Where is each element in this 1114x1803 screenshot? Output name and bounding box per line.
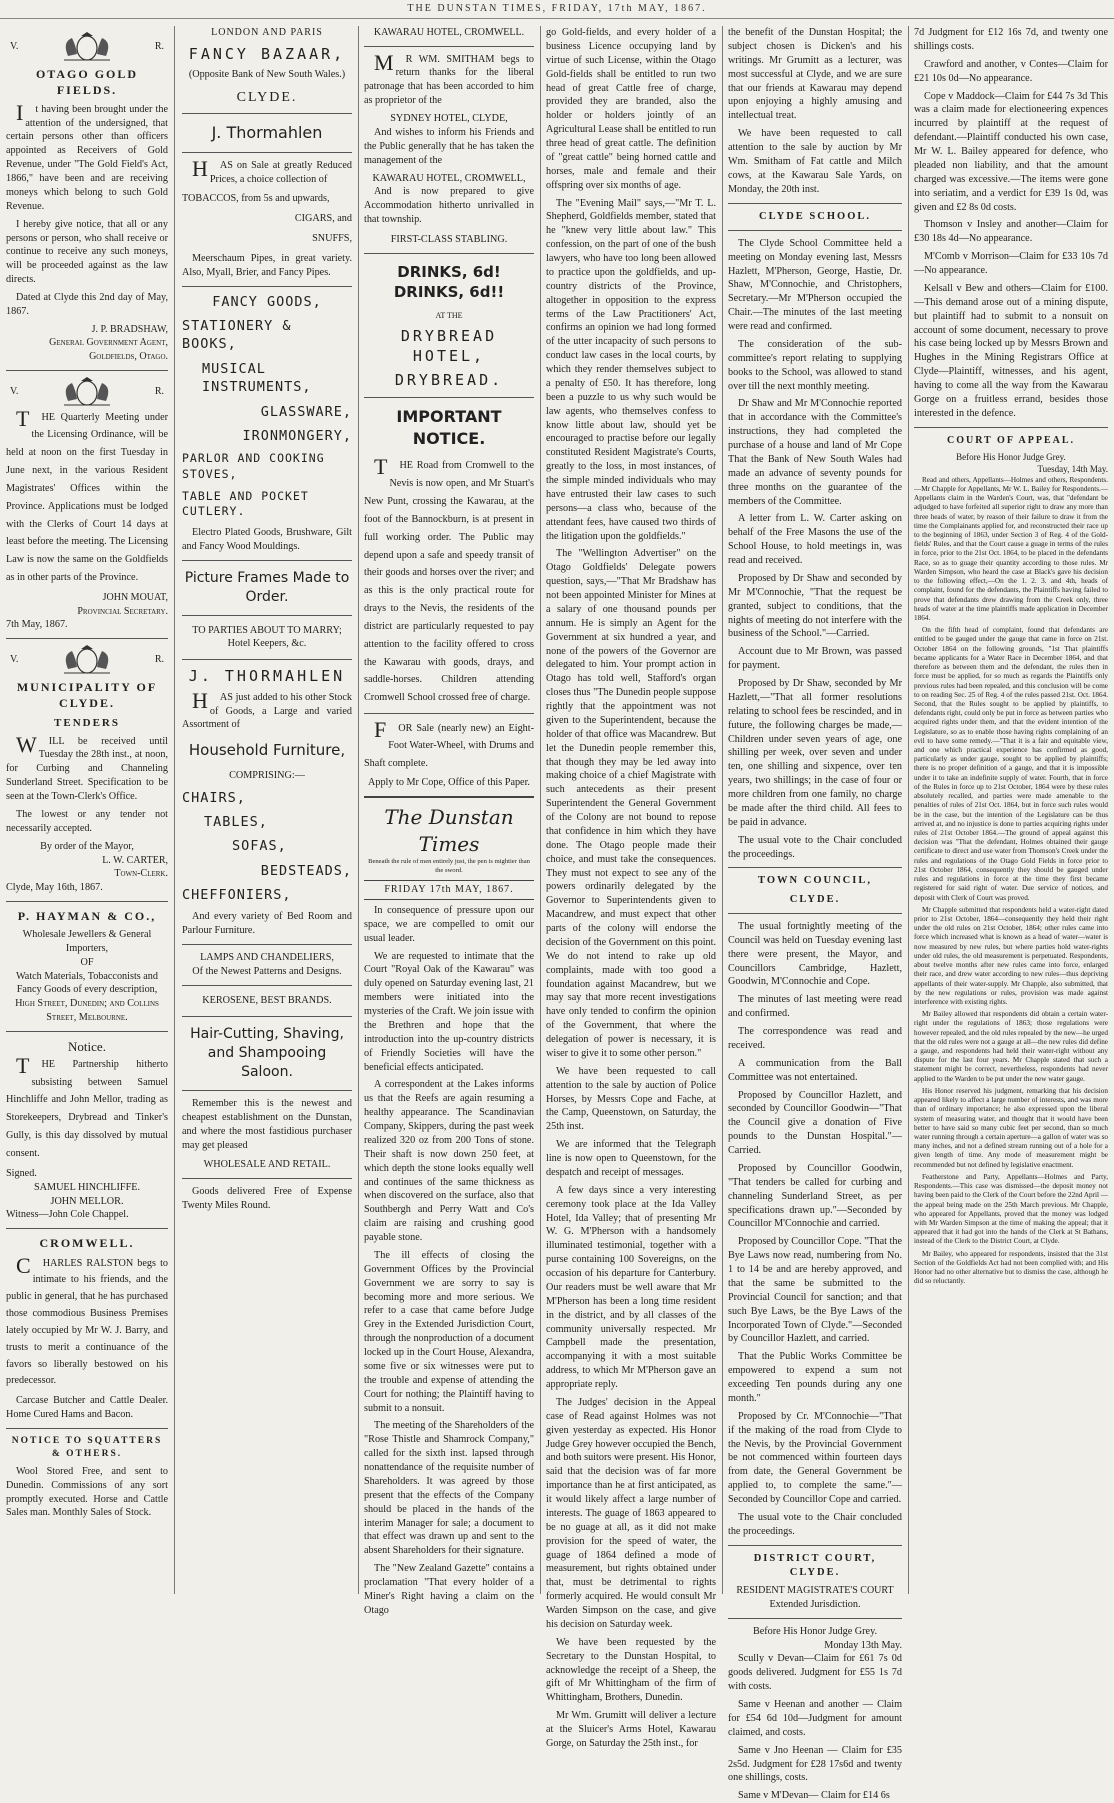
furniture-item: TABLES, — [204, 813, 268, 830]
hayman-line: OF — [80, 956, 94, 968]
tobacco-item: TOBACCOS, from 5s and upwards, — [182, 193, 330, 205]
smitham-body: MR WM. SMITHAM begs to return thanks for the liberal patronage that has been accorded to him as proprietor of the — [364, 49, 534, 107]
appeal-paragraph: Read and others, Appellants—Holmes and others, Respondents.—Mr Chapple for Appellants, Mr W. L. Bailey for Respondents.—Appellants claim in the Warden's Court, was, that "defendant be adjudged to have forfeited all superior right to draw any more than three heads of water, by reason of their failure to draw it from the time the Complainants applied for, and reconstructed their race up to the beginning of 1863, under Section 3 of Reg. 4 of the Gold-fields' Rules, and that the Court cause a guage in terms of the rules in force, prior to the 21st Oct. 1864, to be placed in the defendants Race, so as to guage their quantity according to those rules. Mr Warden Simpson, who heard the case at Black's gave his decision to the following effect,—On the 1. 2. 3. and 4th, heads of complaint, found for the defendants, the Plaintiffs having failed to prove that defendants drew drawing from the Creek only, three heads of water at the time plaintiffs made application in December 1864. — [914, 475, 1108, 622]
kawarau-hotel: KAWARAU HOTEL, CROMWELL, — [372, 172, 526, 184]
lamps-sub: Of the Newest Patterns and Designs. — [192, 966, 342, 978]
court-case: Same v Jno Heenan — Claim for £35 2s5d. Judgment for £28 17s6d and twenty one shillings, costs. — [728, 1744, 902, 1784]
furniture-heading: Household Furniture, — [188, 741, 346, 760]
royal-crest-header — [10, 377, 164, 407]
crest-letter-r: R. — [154, 41, 164, 53]
court-date: Monday 13th May. — [824, 1639, 902, 1651]
appeal-paragraph: Mr Bailey allowed that respondents did obtain a certain water-right under the regulations of 1863; those regulations were however repealed, and the old rules repealed by the new—he urged that the old rules were not a gauge at all—the new rules did define a gauge, and respondents had held their water-right without any dispute for the last four years. Mr Chapple stated that such a statement might be correct, nevertheless, respondents had never applied to the Warden to be put under the new water gauge. — [914, 1010, 1108, 1083]
appeal-paragraph: Featherstone and Party, Appellants—Holmes and Party, Respondents.—This case was dismissed—the deposit money not having been paid to the Clerk of the Court before the 22nd April —the appeal being made on the 25th March previous. Mr Chapple, who appeared for Appellants, proved that the money was lodged with Mr Warden Simpson at the time of making the appeal; that it appeared that it had got into the hands of the Clerk at St Bathans, instead of the Clerk to the District Court, at Clyde. — [914, 1172, 1108, 1246]
signature: J. P. BRADSHAW, — [91, 323, 168, 335]
news-paragraph: The Judges' decision in the Appeal case of Read against Holmes was not given yesterday as expected. His Honor Judge Grey however occupied the Bench, and both suitors were present. His Honor, said that the decision was of far more importance than he at first anticipated, as it would likely affect a large number of interests. The guage of 1863 appeared to be no guage at all, as it did not make provision for the speed of water, the guage of 1864 defined a mode of measurement, but rights obtained under that, must be detrimental to rights formerly acquired. He would consult Mr Warden Simpson on the case, and give his decision on Saturday week. — [546, 1396, 716, 1630]
at-the: AT THE — [435, 310, 463, 320]
column-rule — [540, 26, 541, 1594]
school-paragraph: The usual vote to the Chair concluded the proceedings. — [728, 834, 902, 860]
news-paragraph: We have been requested by the Secretary to the Dunstan Hospital, to acknowledge the receipt of a Sheep, the gift of Mr Whittingham of the firm of Whittingham, Brothers, Dunedin. — [546, 1636, 716, 1704]
plated-goods: Electro Plated Goods, Brushware, Gilt and Fancy Wood Mouldings. — [182, 526, 352, 552]
editorial: The ill effects of closing the Government Offices by the Provincial Government we are sorry to say is becoming more and more serious. We refer to a case that came before Judge Grey in the Extended Jurisdiction Court, through the nonproduction of a document locked up in the Court House, Alexandra, some five or six witnesses were put to the trouble and expense of attending the Court for nothing; the Plaintiff having to submit to a nonsuit. — [364, 1249, 534, 1414]
goods-item: MUSICAL INSTRUMENTS, — [202, 360, 312, 396]
banner-motto: Beneath the rule of men entirely just, the pen is mightier than the sword. — [368, 858, 530, 875]
goods-item: FANCY GOODS, — [212, 293, 322, 310]
town-council-heading: TOWN COUNCIL, — [758, 875, 872, 887]
kerosene: KEROSENE, BEST BRANDS. — [202, 994, 332, 1006]
court-case: Scully v Devan—Claim for £61 7s 0d goods delivered. Judgment for £55 1s 7d with costs. — [728, 1653, 902, 1693]
before-judge: Before His Honor Judge Grey. — [752, 1625, 878, 1637]
tenders-body: The lowest or any tender not necessarily accepted. — [6, 808, 168, 834]
notice-date: Clyde, May 16th, 1867. — [6, 881, 103, 893]
school-paragraph: The Clyde School Committee held a meeting on Monday evening last, Messrs Hazlett, M'Pherson, George, Hastie, Dr. Shaw, M'Connochie, and Christophers, Secretary.—Mr M'Pherson occupied the Chair.—The minutes of the last meeting were read and confirmed. — [728, 237, 902, 333]
gold-notice-body: I hereby give notice, that all or any persons or person, who shall receive or continue to receive any such moneys, will be proceeded against as the law directs. — [6, 218, 168, 286]
partnership-notice: THE Partnership hitherto subsisting between Samuel Hinchliffe and John Mellor, trading as Storekeepers, Drybread and Tinker's Gully, is this day dissolved by mutual consent. — [6, 1052, 168, 1159]
signature: JOHN MOUAT, — [102, 591, 168, 603]
stabling: FIRST-CLASS STABLING. — [390, 234, 508, 246]
furniture-item: CHAIRS, — [182, 789, 246, 806]
court-case: M'Comb v Morrison—Claim for £33 10s 7d—No appearance. — [914, 251, 1108, 276]
column-1 — [6, 26, 168, 1594]
signature-title: Goldfields, Otago. — [89, 350, 168, 362]
before-judge: Before His Honor Judge Grey. — [956, 452, 1066, 463]
hair-cutting: Hair-Cutting, Shaving, and Shampooing Saloon. — [190, 1025, 344, 1080]
bazaar-location: (Opposite Bank of New South Wales.) — [188, 68, 346, 80]
sydney-hotel: SYDNEY HOTEL, CLYDE, — [390, 113, 508, 125]
running-head: THE DUNSTAN TIMES, FRIDAY, 17th MAY, 1867. — [0, 0, 1114, 19]
cromwell-title: CROMWELL. — [39, 1236, 135, 1251]
editorial: We are requested to intimate that the Court "Royal Oak of the Kawarau" was duly opened on Saturday evening last, 21 members were initiated into the mysteries of the Craft. We join issue with the Brethren and hope that the introduction into the up-country districts of Friendly Societies will have the beneficial effects anticipated. — [364, 950, 534, 1073]
thormahlen-name-2: J. THORMAHLEN — [188, 667, 346, 686]
cromwell-body: CHARLES RALSTON begs to intimate to his friends, and the public in general, that he has purchased those commodious Business Premises lately occupied by Mr W. J. Barry, and trusts to merit a continuance of the favors so liberally bestowed on his predecessor. — [6, 1252, 168, 1387]
news-paragraph: A few days since a very interesting ceremony took place at the Ida Valley Hotel, Ida Valley; that of presenting Mr W. G. M'Pherson with a handsomely illuminated testimonial, together with a purse containing 100 Sovereigns, on the occasion of his departure for Canterbury. Our readers must be well aware that Mr M'Pherson has been a long time resident in the district, and by all classes of the community universally respected. Mr Campbell made the presentation, accompanying it with a most suitable address, to which Mr M'Pherson gave an appropriate reply. — [546, 1184, 716, 1390]
notice-title: Notice. — [68, 1039, 106, 1055]
crest-letter-r: R. — [154, 385, 164, 397]
court-case: Same v Heenan and another — Claim for £54 6d 10d—Judgment for amount claimed, and costs. — [728, 1699, 902, 1738]
goods-item: STATIONERY & BOOKS, — [182, 318, 292, 353]
column-6 — [914, 26, 1108, 1594]
school-paragraph: The consideration of the sub-committee's report relating to supplying books to the School, was allowed to stand over till the next monthly meeting. — [728, 338, 902, 392]
royal-crest-icon — [50, 645, 124, 675]
drybread-place: DRYBREAD. — [394, 371, 504, 390]
kawarau-hotel-heading: KAWARAU HOTEL, CROMWELL. — [373, 27, 525, 38]
column-rule — [908, 26, 909, 1594]
pipes-body: Meerschaum Pipes, in great variety. Also, Myall, Brier, and Fancy Pipes. — [182, 253, 352, 278]
gold-notice-date: Dated at Clyde this 2nd day of May, 1867. — [6, 292, 168, 317]
marry-heading: TO PARTIES ABOUT TO MARRY; Hotel Keepers, &c. — [192, 624, 342, 650]
column-5 — [728, 26, 902, 1802]
crest-letter-r: R. — [154, 654, 164, 666]
council-paragraph: Proposed by Councillor Goodwin, "That tenders be called for curbing and channeling Sunderland Street, as per specifications drawn up."—Seconded by Councillor M'Connochie and carried. — [728, 1162, 902, 1230]
for-sale: FOR Sale (nearly new) an Eight-Foot Water-Wheel, with Drums and Shaft complete. — [364, 717, 534, 769]
court-case: 7d Judgment for £12 16s 7d, and twenty one shillings costs. — [914, 27, 1108, 52]
school-paragraph: Dr Shaw and Mr M'Connochie reported that in accordance with the Committee's instructions, they had completed the purchase of a house and land of Mr Cope That the Bank of New South Wales had made an advance of seventy pounds for three months on the guarantee of the members of the Committee. — [728, 398, 902, 507]
school-paragraph: Proposed by Dr Shaw and seconded by Mr M'Connochie, "That the request be granted, subject to conditions, that the nights of meeting do not interfere with the business of the School."—Carried. — [728, 572, 902, 640]
furniture-item: CHEFFONIERS, — [182, 887, 292, 904]
editorial: In consequence of pressure upon our space, we are compelled to omit our usual leader. — [364, 904, 534, 944]
issue-dateline: FRIDAY 17th MAY, 1867. — [364, 880, 534, 900]
gold-fields-title: OTAGO GOLD FIELDS. — [35, 67, 139, 98]
remember-body: Remember this is the newest and cheapest establishment on the Dunstan, and where the most fastidious purchaser may get pleased — [182, 1097, 352, 1151]
signature: L. W. CARTER, — [102, 854, 168, 866]
by-order: By order of the Mayor, — [40, 840, 134, 852]
lamps-heading: LAMPS AND CHANDELIERS, — [200, 952, 334, 964]
crest-letter-v: V. — [10, 41, 19, 53]
news-paragraph: We have been requested to call attention to the sale by auction of Police Horses, by Messrs Cope and Fache, at the Camp, Queenstown, on Saturday, the 25th inst. — [546, 1065, 716, 1133]
signatory: SAMUEL HINCHLIFFE. — [33, 1181, 141, 1193]
drinks-heading: DRINKS, 6d! DRINKS, 6d!! — [393, 262, 505, 302]
court-case: Cope v Maddock—Claim for £44 7s 3d This was a claim made for electioneering expences incurred by plaintiff at the request of defendant.—Plaintiff conducted his own case, Mr W. L. Bailey appeared for defence, who pleaded non liability, and that the amount charged was excessive.—The items were gone into seriatim, and a verdict for £39 1s 0d, was given and £2 8s 0d costs. — [914, 90, 1108, 213]
cromwell-body: Carcase Butcher and Cattle Dealer. Home Cured Hams and Bacon. — [6, 1395, 168, 1421]
thormahlen-name: J. Thormahlen — [211, 122, 323, 142]
column-2 — [182, 26, 352, 1594]
clyde-school-heading: CLYDE SCHOOL. — [759, 210, 871, 222]
column-4 — [546, 26, 716, 1749]
appeal-paragraph: His Honor reserved his judgment, remarking that his decision appeared likely to affect a large number of interests, and was more than of ordinary importance; he also expressed upon the liberal system of measuring water, and thought that it would have been better to have said so many cubic feet per second, than so much water running through a certain aperture—a gallon of water was so many inches, and not a defined stream running out of a hole for a given length of time. Any mode of measurement might be recommended but not defined by legislative enactment. — [914, 1086, 1108, 1169]
council-paragraph: That the Public Works Committee be empowered to expend a sum not exceeding Ten pounds during any one month." — [728, 1351, 902, 1404]
court-case: Crawford and another, v Contes—Claim for £21 10s 0d—No appearance. — [914, 58, 1108, 84]
court-case: Same v M'Devan— Claim for £14 6s — [738, 1790, 890, 1802]
cigars-item: CIGARS, and — [294, 213, 352, 225]
hayman-title: P. HAYMAN & CO., — [17, 908, 157, 923]
jurisdiction: Extended Jurisdiction. — [769, 1598, 861, 1610]
editorial: The "New Zealand Gazette" contains a proclamation "That every holder of a Miner's Right having a claim on the Otago — [364, 1563, 534, 1616]
news-paragraph: We have been requested to call attention to the sale by auction by Mr Wm. Smitham of Fat cattle and Milch cows, at the Kawarau Sale Yards, on Monday, the 20th inst. — [728, 128, 902, 195]
signature-title: General Government Agent, — [49, 337, 168, 349]
smitham-body: And wishes to inform his Friends and the Public generally that he has taken the management of the — [364, 126, 534, 166]
court-case: Kelsall v Bew and others—Claim for £100.—This demand arose out of a mining dispute, but plaintiff had to submit to a nonsuit on account of some document, necessary to prove his case being locked up by Messrs Brown and Hughes in the Mining Registrars Office at Clyde—Plaintiff, witnesses, and his agent, having to come all the way from the Kawarau Gorge on a fruitless errand, besides those interested in the defence. — [914, 282, 1108, 419]
council-paragraph: A communication from the Ball Committee was not entertained. — [728, 1057, 902, 1083]
resident-court-heading: RESIDENT MAGISTRATE'S COURT — [736, 1585, 894, 1597]
crest-letter-v: V. — [10, 385, 19, 397]
furniture-footer: And every variety of Bed Room and Parlour Furniture. — [182, 911, 352, 937]
news-paragraph: Mr Wm. Grumitt will deliver a lecture at the Sluicer's Arms Hotel, Kawarau Gorge, on Saturday the 25th inst., for — [546, 1710, 716, 1749]
bazaar-header: LONDON AND PARIS — [211, 27, 323, 38]
royal-crest-header — [10, 645, 164, 675]
furniture-body: HAS just added to his other Stock of Goods, a Large and varied Assortment of — [182, 687, 352, 731]
furniture-item: SOFAS, — [232, 838, 287, 855]
licensing-notice: THE Quarterly Meeting under the Licensing Ordinance, will be held at noon on the first Tuesday in June next, in the various Resident Magistrates' Offices within the Province. Applications must be lodged with the Clerks of Court 14 days at least before the meeting. The Licensing Law is now the same on the Goldfields as in other parts of the Province. — [6, 405, 168, 584]
school-paragraph: Account due to Mr Brown, was passed for payment. — [728, 646, 902, 672]
hayman-line: Watch Materials, Tobacconists and Fancy Goods of every description, — [16, 970, 158, 996]
news-paragraph: the benefit of the Dunstan Hospital; the subject chosen is Dicken's and his writings. Mr Grumitt as a lecturer, was most successful at Clyde, and we are sure that our friends at Kawarau may depend upon enjoying a highly amusing and intellectual treat. — [728, 27, 902, 122]
signatory: JOHN MELLOR. — [50, 1195, 124, 1207]
furniture-item: BEDSTEADS, — [260, 862, 352, 879]
council-paragraph: The correspondence was read and received. — [728, 1026, 902, 1051]
apply-to: Apply to Mr Cope, Office of this Paper. — [368, 777, 530, 789]
royal-crest-icon — [50, 377, 124, 407]
witness: Witness—John Cole Chappel. — [6, 1209, 129, 1221]
municipality-title: MUNICIPALITY OF CLYDE. — [16, 680, 158, 711]
crest-letter-v: V. — [10, 654, 19, 666]
goods-item: IRONMONGERY, — [242, 427, 352, 444]
school-paragraph: Proposed by Dr Shaw, seconded by Mr Hazlett,—"That all former resolutions relating to school fees be rescinded, and in future, the following charges be made,—Children under seven years of age, one shilling per week, over seven and under ten, one shilling and sixpence, over ten years, two shillings; in the case of four or more children from one family, no charge be made after the third child. All fees to be paid in advance. — [728, 678, 902, 828]
council-paragraph: Proposed by Councillor Hazlett, and seconded by Councillor Goodwin—"That the Council give a donation of Five pounds to the Dunstan Hospital."—Carried. — [728, 1089, 902, 1157]
squatters-title: NOTICE TO SQUATTERS & OTHERS. — [11, 1436, 163, 1459]
road-notice: THE Road from Cromwell to the Nevis is now open, and Mr Stuart's New Punt, crossing the Kawarau, at the foot of the Bannockburn, is at present in full working order. The Public may depend upon a safe and speedy transit of their goods and horses over the river; and as this is the only practical route for drays to the Nevis, the residents of the district are particularly requested to pay attention to the facility offered to cross the Kawarau with goods, drays, and saddle-horses. Children attending Cromwell School crossed free of charge. — [364, 454, 534, 704]
council-paragraph: The minutes of last meeting were read and confirmed. — [728, 994, 902, 1020]
district-court-heading: DISTRICT COURT, CLYDE. — [753, 1552, 877, 1578]
tenders-body: WILL be received until Tuesday the 28th inst., at noon, for Curbing and Channeling Sunderland Street. Specification to be seen at the Town-Clerk's Office. — [6, 731, 168, 803]
news-paragraph: We are informed that the Telegraph line is now open to Queenstown, for the despatch and receipt of messages. — [546, 1139, 716, 1178]
delivery-note: Goods delivered Free of Expense Twenty Miles Round. — [182, 1186, 352, 1212]
newspaper-banner: The Dunstan Times — [384, 805, 514, 857]
picture-frames: Picture Frames Made to Order. — [184, 569, 350, 605]
court-of-appeal-heading: COURT OF APPEAL. — [946, 434, 1076, 446]
tenders-heading: TENDERS — [54, 716, 120, 729]
important-notice: IMPORTANT NOTICE. — [396, 406, 502, 448]
news-paragraph: go Gold-fields, and every holder of a business Licence occupying land by virtue of such License, within the Otago Gold-fields shall be entitled to run two head of great Cattle free of charge, provided they are branded, also the holder or holders jointly of an Agricultural Lease shall be entitled to run three head of great cattle. The definition of "great cattle" being horned cattle and horses, male and female and their offspring over six months of age. — [546, 27, 716, 191]
fancy-bazaar-title: FANCY BAZAAR, — [188, 44, 346, 63]
council-paragraph: Proposed by Councillor Cope. "That the Bye Laws now read, numbering from No. 1 to 14 be and are hereby approved, and that the same be submitted to the Provincial Council for sanction; and that such Bye Laws, be the Bye Laws of the Incorporated Town of Clyde."—Seconded by Councillor Hazlett, and carried. — [728, 1236, 902, 1345]
snuffs-item: SNUFFS, — [312, 233, 352, 245]
goods-item: TABLE AND POCKET CUTLERY. — [182, 488, 309, 519]
appeal-paragraph: Mr Bailey, who appeared for respondents, insisted that the 31st Section of the Goldfields Act had not been complied with; and His Honor had no other alternative but to dismiss the case, although he did so reluctantly. — [914, 1249, 1108, 1286]
appeal-report — [914, 476, 1108, 1287]
clyde-label: CLYDE. — [236, 89, 298, 105]
editorial: A correspondent at the Lakes informs us that the Reefs are again resuming a healthy appearance. The Scandinavian Company, Skippers, during the past week realized 320 oz from 200 Tons of stone. Their shaft is now down 250 feet, at which depth the stone looks equally well and continues of the same thickness as when discovered on the surface, also that Southbergh and Perry Watt and Co's claim are raising and crushing good payable stone. — [364, 1079, 534, 1244]
school-paragraph: A letter from L. W. Carter asking on behalf of the Free Masons the use of the School House, to hold meetings in, was read and received. — [728, 513, 902, 567]
council-paragraph: The usual fortnightly meeting of the Council was held on Tuesday evening last there were present, the Mayor, and Councillors Cambridge, Hazlett, Goodwin, M'Connochie and Cope. — [728, 920, 902, 988]
town-council-place: CLYDE. — [789, 893, 841, 905]
drybread-hotel: DRYBREAD HOTEL, — [400, 326, 498, 366]
royal-crest-header — [10, 32, 164, 62]
column-3 — [364, 26, 534, 1616]
goods-item: GLASSWARE, — [260, 403, 352, 420]
goods-item: PARLOR AND COOKING STOVES, — [182, 451, 325, 481]
signature-title: Provincial Secretary. — [77, 605, 168, 617]
signature-title: Town-Clerk. — [114, 868, 168, 880]
column-rule — [174, 26, 175, 1594]
hayman-line: Wholesale Jewellers & General Importers, — [22, 928, 152, 954]
news-paragraph: The "Evening Mail" says,—"Mr T. L. Shepherd, Goldfields member, stated that he "knew very little about law." This confession, on the part of one of the bush lawyers, who have too long been allowed to practice upon the goldfields, and up-country districts of the Province, altogether in opposition to the express terms of the Law Practitioners' Act, confirms an opinion we had long formed of the utter incapacity of such persons to conduct law cases in the local courts, by which they render themselves subject to a penalty of £50. It has therefore, long been a puzzle to us why such would be law agents, who themselves confess to know little about law, should yet be encouraged to practise before our legally constituted Resident Magistrate's Courts, greatly to the loss, in most instances, of the simple minded individuals who may have entrusted their law cases to such persons—a class who, because of the attendant fees, have caused two thirds of the litigation upon the goldfields." — [546, 197, 716, 542]
signed-label: Signed. — [6, 1167, 37, 1179]
council-paragraph: Proposed by Cr. M'Connochie—"That if the making of the road from Clyde to the Nevis, by the Provincial Government be not commenced within fourteen days from date, the General Government be applied to, to complete the same."—Seconded by Councillor Cope and carried. — [728, 1410, 902, 1506]
council-paragraph: The usual vote to the Chair concluded the proceedings. — [728, 1511, 902, 1537]
editorial: The meeting of the Shareholders of the "Rose Thistle and Shamrock Company," called for the sixth inst. lapsed through nonattendance of the requisite number of Shareholders. It was agreed by those present that the effects of the Company should be placed in the hands of the interim Manager for sale; a document to that effect was drawn up and sent to the absent Shareholders for their signature. — [364, 1420, 534, 1557]
appeal-paragraph: Mr Chapple submitted that respondents held a water-right dated prior to 21st October, 1864—consequently they held their right under the old rules on 21st October, 1864; other rules came into force which increased what is known as a head of water—water is now measured by new rules, but where parties hold water-rights under old rules, the old measurement is perpetuated. Respondents, about twelve months after new rules came into force, enlarged their race, and drew water according to new rules—thus depriving appellants of their water-supply. Mr Chapple, also submitted, that by the new regulations or rules, provision was made against interference with existing rights. — [914, 905, 1108, 1006]
smitham-body: And is now prepared to give Accommodation hitherto unrivalled in that township. — [364, 186, 534, 226]
court-date: Tuesday, 14th May. — [1037, 464, 1108, 475]
wholesale-label: WHOLESALE AND RETAIL. — [203, 1159, 331, 1171]
court-case: Thomson v Insley and another—Claim for £30 18s 4d—No appearance. — [914, 219, 1108, 245]
squatters-body: Wool Stored Free, and sent to Dunedin. Commissions of any sort promptly executed. Horse and Cattle Sales man. Monthly Sales of Stock. — [6, 1465, 168, 1519]
notice-date: 7th May, 1867. — [6, 619, 68, 631]
gold-notice-body: It having been brought under the attention of the undersigned, that certain persons other than officers appointed as Receivers of Gold Revenue, under "The Gold Field's Act, 1866," have been and are receiving moneys which belong to such Gold Revenue. — [6, 99, 168, 212]
news-paragraph: The "Wellington Advertiser" on the Otago Goldfields' Delegate powers question, says,—"That Mr Bradshaw has not been appointed Minister for Mines at a salary of one thousand pounds per annum. He is simply an Agent for the Government at six hundred a year, and none of the powers of the Governor are delegated to him. Your prompt action in Otago has told well, Stafford's organ closes thus "The Dunedin people suppose rightly that the appointment was not given to the Superintendent, because the holder of that office was Macandrew. But let the Dunedin people remember this, that though they may be led away into making choice of a chief Magistrate with such antecedents as their present Superintendent the General Government of the Colony are not bound to repose that confidence in him which they have done. The Otago people made their choice, and must take the consequences. They must not expect to see any of the powers ordinarily delegated by the Governor to Superintendents given to Macandrew, and must expect that other parts of the colony will endorse the decision of the Government on this point. We do not intend to rake up old complaints, made with too good a foundation against Macandrew, but we may say that more recent investigations have only tended to confirm the opinion of the Government, that where the delegation of power is necessary, it is wiser to give it to some other person." — [546, 548, 716, 1059]
appeal-paragraph: On the fifth head of complaint, found that defendants are entitled to be gauged under the gauge that came in force on 21st. October 1864 on the following grounds, "1st That plaintiffs became applicants for a Water Race in December 1864, and that therefore as between them and the defendant, the rules then in force must be applied, for so much as regards the Plaintiffs only previous rules had been repealed, and this conclusion will be come to on reading Sec. 25 of Reg. 4 of the rules passed 21st. Oct. 1864. Second, that the Rules sought to be applied by plaintiffs, to defendants right, could only be put in force as between parties who acquired rights under them, and that the evident intention of the Legislature, so as to enable those having rights complaining of an evil to have some remedy.—"That it is a fair and equitable view, and one which practical experience has confirmed as good, particularly as under gauge, sought to be applied by plaintiffs; there is no proper definition of a gauge, and that it is impossible under it to take an indefinite supply of water. Fourth, that in force of the Rules in force up to 21st October, 1864 were by these rules absolutely recalled, and parties were made amenable to the penalties of rules of 21st Oct. 1864, but in force such rules would be in the case, but the intention of the Legislature can be thus arrived at, and no injustice is done to parties acquiring rights under rules of 21st October 1864.—The ground of appeal against this decision was "That the defendant, Holmes obtained their gauge certificate to direct and use water from Thomson's Creek under the rules and regulations of the Otago Gold Fields in force prior to 21st October 1864, consequently they should be gauged under rules and regulations in force at the time they first became registered for said right of water. Due service of notices, and deposit with Clerk of Court was proved. — [914, 626, 1108, 902]
comprising-label: COMPRISING:— — [229, 769, 305, 781]
thormahlen-body: HAS on Sale at greatly Reduced Prices, a choice collection of — [192, 155, 352, 185]
column-rule — [722, 26, 723, 1594]
royal-crest-icon — [50, 32, 124, 62]
column-rule — [358, 26, 359, 1594]
hayman-address: High Street, Dunedin; and Collins Street, Melbourne. — [15, 998, 159, 1024]
